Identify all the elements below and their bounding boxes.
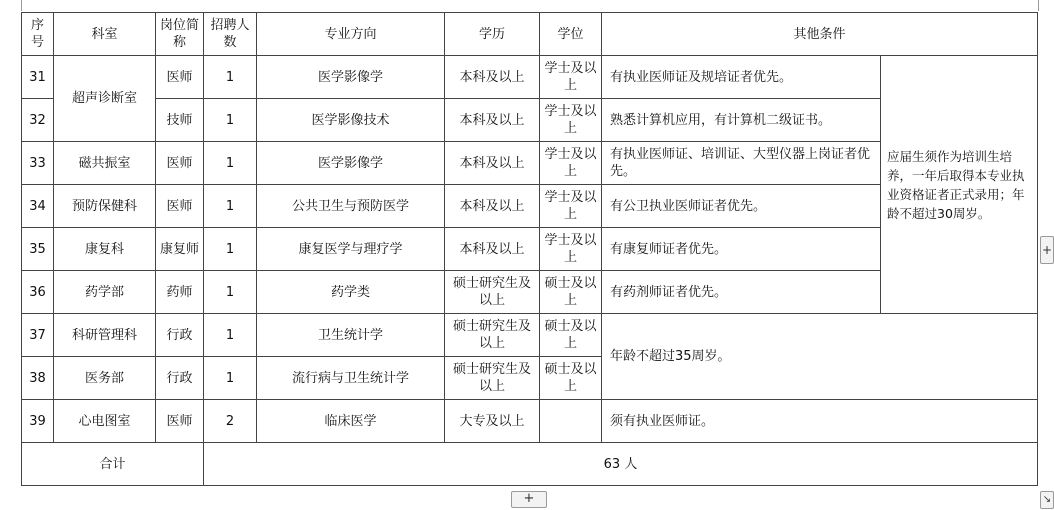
cell-post[interactable]: 行政 <box>156 314 204 357</box>
cell-degree[interactable]: 硕士及以上 <box>540 271 602 314</box>
cell-seq[interactable]: 32 <box>22 99 54 142</box>
cell-major[interactable]: 医学影像学 <box>257 142 445 185</box>
cell-degree[interactable]: 硕士及以上 <box>540 314 602 357</box>
add-row-button[interactable]: + <box>511 491 547 508</box>
header-count: 招聘人数 <box>204 13 257 56</box>
add-column-button[interactable]: + <box>1040 236 1054 264</box>
header-seq: 序号 <box>22 13 54 56</box>
cell-count[interactable]: 2 <box>204 400 257 443</box>
cell-degree[interactable]: 学士及以上 <box>540 228 602 271</box>
cell-cond[interactable]: 有康复师证者优先。 <box>602 228 881 271</box>
cell-major[interactable]: 流行病与卫生统计学 <box>257 357 445 400</box>
cell-degree[interactable]: 学士及以上 <box>540 99 602 142</box>
cell-seq[interactable]: 36 <box>22 271 54 314</box>
cell-seq[interactable]: 35 <box>22 228 54 271</box>
total-label[interactable]: 合计 <box>22 443 204 486</box>
cell-degree[interactable]: 学士及以上 <box>540 142 602 185</box>
cell-major[interactable]: 医学影像学 <box>257 56 445 99</box>
cell-cond[interactable]: 有执业医师证、培训证、大型仪器上岗证者优先。 <box>602 142 881 185</box>
cell-major[interactable]: 公共卫生与预防医学 <box>257 185 445 228</box>
table-row <box>22 400 1038 443</box>
cell-count[interactable]: 1 <box>204 99 257 142</box>
cell-dept[interactable]: 药学部 <box>54 271 156 314</box>
cell-edu[interactable]: 硕士研究生及以上 <box>445 314 540 357</box>
cell-seq[interactable]: 39 <box>22 400 54 443</box>
recruitment-table <box>21 12 1038 486</box>
cell-edu[interactable]: 本科及以上 <box>445 142 540 185</box>
cell-post[interactable]: 医师 <box>156 56 204 99</box>
cell-count[interactable]: 1 <box>204 185 257 228</box>
cell-edu[interactable]: 本科及以上 <box>445 99 540 142</box>
cell-dept[interactable]: 预防保健科 <box>54 185 156 228</box>
cell-seq[interactable]: 33 <box>22 142 54 185</box>
cell-edu[interactable]: 本科及以上 <box>445 56 540 99</box>
table-row <box>22 314 1038 357</box>
cell-dept[interactable]: 磁共振室 <box>54 142 156 185</box>
cell-degree[interactable]: 硕士及以上 <box>540 357 602 400</box>
cell-dept[interactable]: 超声诊断室 <box>54 56 156 142</box>
cell-cond[interactable]: 须有执业医师证。 <box>602 400 1038 443</box>
cell-seq[interactable]: 38 <box>22 357 54 400</box>
cell-dept[interactable]: 康复科 <box>54 228 156 271</box>
header-dept: 科室 <box>54 13 156 56</box>
cell-cond[interactable]: 有药剂师证者优先。 <box>602 271 881 314</box>
cell-post[interactable]: 药师 <box>156 271 204 314</box>
total-row <box>22 443 1038 486</box>
cell-major[interactable]: 医学影像技术 <box>257 99 445 142</box>
cell-edu[interactable]: 硕士研究生及以上 <box>445 271 540 314</box>
cell-degree[interactable] <box>540 400 602 443</box>
cell-degree[interactable]: 学士及以上 <box>540 185 602 228</box>
cell-dept[interactable]: 心电图室 <box>54 400 156 443</box>
cell-post[interactable]: 医师 <box>156 142 204 185</box>
cell-post[interactable]: 医师 <box>156 400 204 443</box>
cell-post[interactable]: 医师 <box>156 185 204 228</box>
cell-major[interactable]: 康复医学与理疗学 <box>257 228 445 271</box>
header-edu: 学历 <box>445 13 540 56</box>
cell-major[interactable]: 药学类 <box>257 271 445 314</box>
total-value[interactable]: 63 人 <box>204 443 1038 486</box>
cell-post[interactable]: 康复师 <box>156 228 204 271</box>
cell-edu[interactable]: 本科及以上 <box>445 185 540 228</box>
cell-count[interactable]: 1 <box>204 357 257 400</box>
cell-seq[interactable]: 31 <box>22 56 54 99</box>
cell-edu[interactable]: 本科及以上 <box>445 228 540 271</box>
cell-major[interactable]: 卫生统计学 <box>257 314 445 357</box>
cell-post[interactable]: 行政 <box>156 357 204 400</box>
cell-count[interactable]: 1 <box>204 271 257 314</box>
cell-count[interactable]: 1 <box>204 228 257 271</box>
header-major: 专业方向 <box>257 13 445 56</box>
cell-seq[interactable]: 37 <box>22 314 54 357</box>
cell-count[interactable]: 1 <box>204 314 257 357</box>
cell-degree[interactable]: 学士及以上 <box>540 56 602 99</box>
cell-cond[interactable]: 熟悉计算机应用，有计算机二级证书。 <box>602 99 881 142</box>
cell-count[interactable]: 1 <box>204 142 257 185</box>
table-top-edge <box>21 0 1039 11</box>
header-degree: 学位 <box>540 13 602 56</box>
cell-post[interactable]: 技师 <box>156 99 204 142</box>
cell-count[interactable]: 1 <box>204 56 257 99</box>
cell-edu[interactable]: 大专及以上 <box>445 400 540 443</box>
cell-major[interactable]: 临床医学 <box>257 400 445 443</box>
cell-cond[interactable]: 年龄不超过35周岁。 <box>602 314 1038 400</box>
resize-handle-icon[interactable]: ↘ <box>1040 491 1054 509</box>
header-post: 岗位简称 <box>156 13 204 56</box>
cell-dept[interactable]: 医务部 <box>54 357 156 400</box>
cell-cond[interactable]: 有执业医师证及规培证者优先。 <box>602 56 881 99</box>
cell-seq[interactable]: 34 <box>22 185 54 228</box>
header-other: 其他条件 <box>602 13 1038 56</box>
cell-edu[interactable]: 硕士研究生及以上 <box>445 357 540 400</box>
table-row <box>22 56 1038 99</box>
cell-dept[interactable]: 科研管理科 <box>54 314 156 357</box>
cell-cond[interactable]: 有公卫执业医师证者优先。 <box>602 185 881 228</box>
cell-side-note[interactable]: 应届生须作为培训生培养，一年后取得本专业执业资格证者正式录用；年龄不超过30周岁。 <box>881 56 1038 314</box>
header-row <box>22 13 1038 56</box>
